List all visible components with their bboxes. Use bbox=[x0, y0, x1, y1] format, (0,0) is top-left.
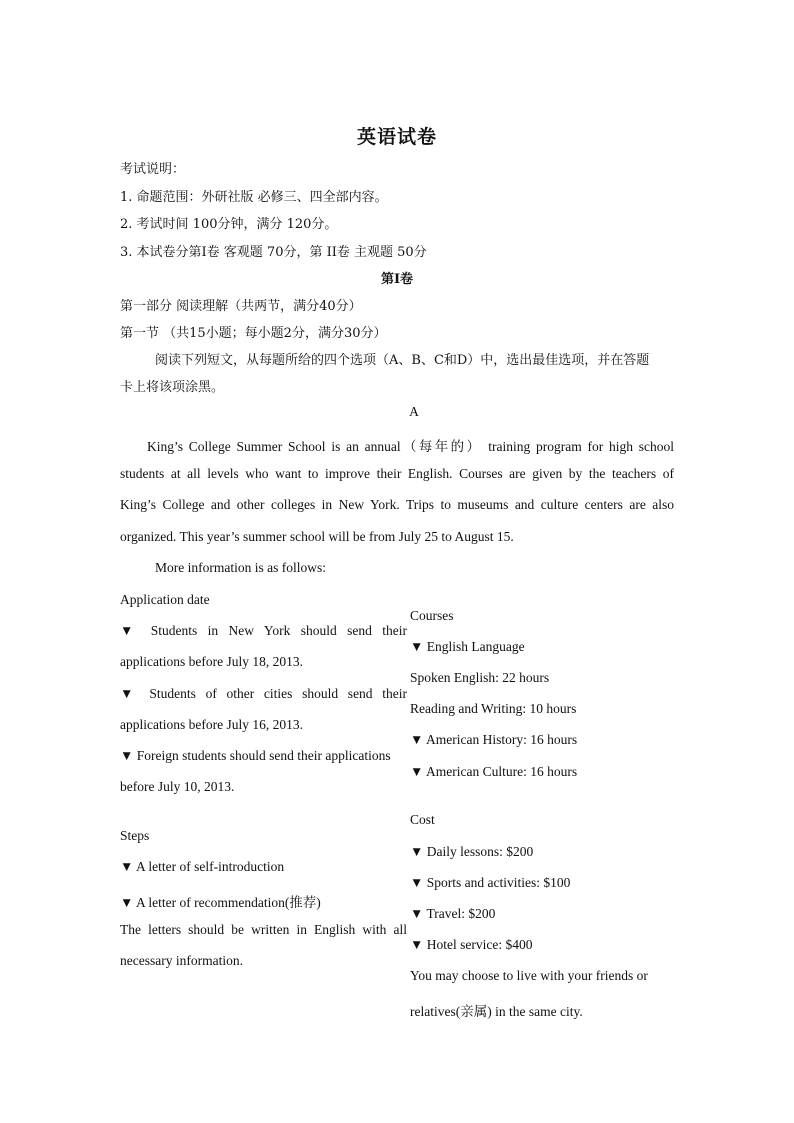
cost-line: ▼ Daily lessons: $200 bbox=[410, 844, 534, 859]
page-title: 英语试卷 bbox=[356, 126, 437, 148]
application-line: ▼ Foreign students should send their applications bbox=[120, 748, 391, 763]
courses-line: Spoken English: 22 hours bbox=[410, 670, 550, 685]
steps-line: ▼ A letter of self-introduction bbox=[120, 859, 285, 874]
part-heading: 第一部分 阅读理解（共两节，满分40分） bbox=[120, 299, 362, 314]
passage-line: King’s College Summer School is an annual（每年的） training program for high school bbox=[147, 439, 674, 454]
application-line: applications before July 16, 2013. bbox=[120, 717, 303, 732]
steps-line: The letters should be written in English with all bbox=[120, 922, 407, 937]
courses-line: ▼ English Language bbox=[410, 639, 525, 654]
courses-line: ▼ American History: 16 hours bbox=[410, 732, 578, 747]
courses-line: Reading and Writing: 10 hours bbox=[410, 701, 577, 716]
courses-line: ▼ American Culture: 16 hours bbox=[410, 764, 578, 779]
steps-line: necessary information. bbox=[120, 953, 243, 968]
passage-line: King’s College and other colleges in New York. Trips to museums and culture centers are also bbox=[120, 497, 674, 512]
application-heading: Application date bbox=[120, 592, 210, 607]
section-heading: 第一节 （共15小题；每小题2分，满分30分） bbox=[120, 326, 387, 341]
instruction-item: 1. 命题范围：外研社版 必修三、四全部内容。 bbox=[120, 190, 388, 205]
directions-line: 卡上将该项涂黑。 bbox=[120, 380, 225, 395]
cost-line: relatives(亲属) in the same city. bbox=[410, 1004, 583, 1019]
application-line: before July 10, 2013. bbox=[120, 779, 235, 794]
directions-line: 阅读下列短文，从每题所给的四个选项（A、B、C和D）中，选出最佳选项，并在答题 bbox=[155, 353, 650, 368]
cost-line: You may choose to live with your friends or bbox=[410, 968, 648, 983]
passage-line: organized. This year’s summer school will be from July 25 to August 15. bbox=[120, 529, 514, 544]
cost-heading: Cost bbox=[410, 812, 435, 827]
cost-line: ▼ Hotel service: $400 bbox=[410, 937, 533, 952]
passage-line: students at all levels who want to improve their English. Courses are given by the teachers of bbox=[120, 466, 674, 481]
passage-label: A bbox=[409, 404, 419, 419]
instruction-item: 3. 本试卷分第Ⅰ卷 客观题 70分，第 II卷 主观题 50分 bbox=[120, 245, 427, 260]
application-line: applications before July 18, 2013. bbox=[120, 654, 303, 669]
instructions-heading: 考试说明： bbox=[120, 162, 186, 177]
cost-line: ▼ Travel: $200 bbox=[410, 906, 496, 921]
cost-line: ▼ Sports and activities: $100 bbox=[410, 875, 571, 890]
application-line: ▼ Students of other cities should send their bbox=[120, 686, 407, 701]
volume-title: 第Ⅰ卷 bbox=[380, 272, 414, 287]
courses-heading: Courses bbox=[410, 608, 454, 623]
instruction-item: 2. 考试时间 100分钟，满分 120分。 bbox=[120, 217, 338, 232]
application-line: ▼ Students in New York should send their bbox=[120, 623, 407, 638]
steps-line: ▼ A letter of recommendation(推荐) bbox=[120, 895, 321, 910]
steps-heading: Steps bbox=[120, 828, 150, 843]
more-info: More information is as follows: bbox=[155, 560, 326, 575]
